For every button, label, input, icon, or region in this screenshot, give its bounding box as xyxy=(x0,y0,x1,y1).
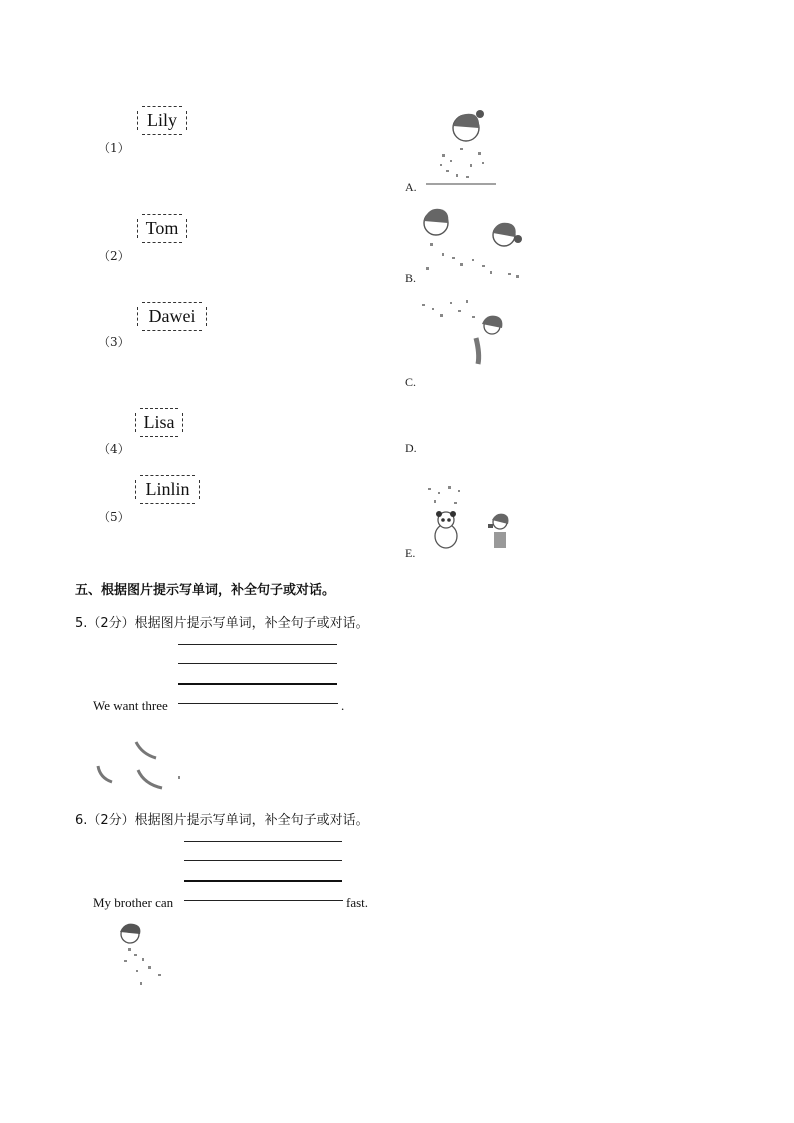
option-d-label: D. xyxy=(405,441,417,455)
option-b-label: B. xyxy=(405,271,417,285)
item-number: （3） xyxy=(98,335,130,349)
name-box-linlin: Linlin xyxy=(140,475,195,504)
name-box-lisa: Lisa xyxy=(140,408,178,437)
girl-writing-picture xyxy=(420,104,500,188)
bananas-picture xyxy=(92,738,192,794)
question-5-sentence-end: . xyxy=(341,698,345,713)
panda-and-boy-picture xyxy=(424,484,514,556)
two-girls-picture xyxy=(418,205,528,285)
name-box-tom: Tom xyxy=(142,214,182,243)
question-6-sentence-end: fast. xyxy=(346,895,369,910)
item-number: （1） xyxy=(98,141,130,155)
item-number: （5） xyxy=(98,510,130,524)
boy-running-picture xyxy=(112,920,172,992)
question-5-answer-blank[interactable] xyxy=(178,703,338,704)
option-e-label: E. xyxy=(405,546,416,560)
item-number: （4） xyxy=(98,442,130,456)
name-box-dawei: Dawei xyxy=(142,302,202,331)
girl-flying-kite-picture xyxy=(418,298,508,370)
question-5-sentence-start: We want three xyxy=(93,698,168,713)
section-heading: 五、根据图片提示写单词，补全句子或对话。 xyxy=(75,583,336,598)
question-6-prompt: 6.（2分）根据图片提示写单词，补全句子或对话。 xyxy=(75,813,369,828)
option-c-label: C. xyxy=(405,375,417,389)
option-a-label: A. xyxy=(405,180,417,194)
item-number: （2） xyxy=(98,249,130,263)
name-box-lily: Lily xyxy=(142,106,182,135)
question-6-answer-blank[interactable] xyxy=(184,900,343,901)
question-6-sentence-start: My brother can xyxy=(93,895,174,910)
question-5-prompt: 5.（2分）根据图片提示写单词，补全句子或对话。 xyxy=(75,616,369,631)
